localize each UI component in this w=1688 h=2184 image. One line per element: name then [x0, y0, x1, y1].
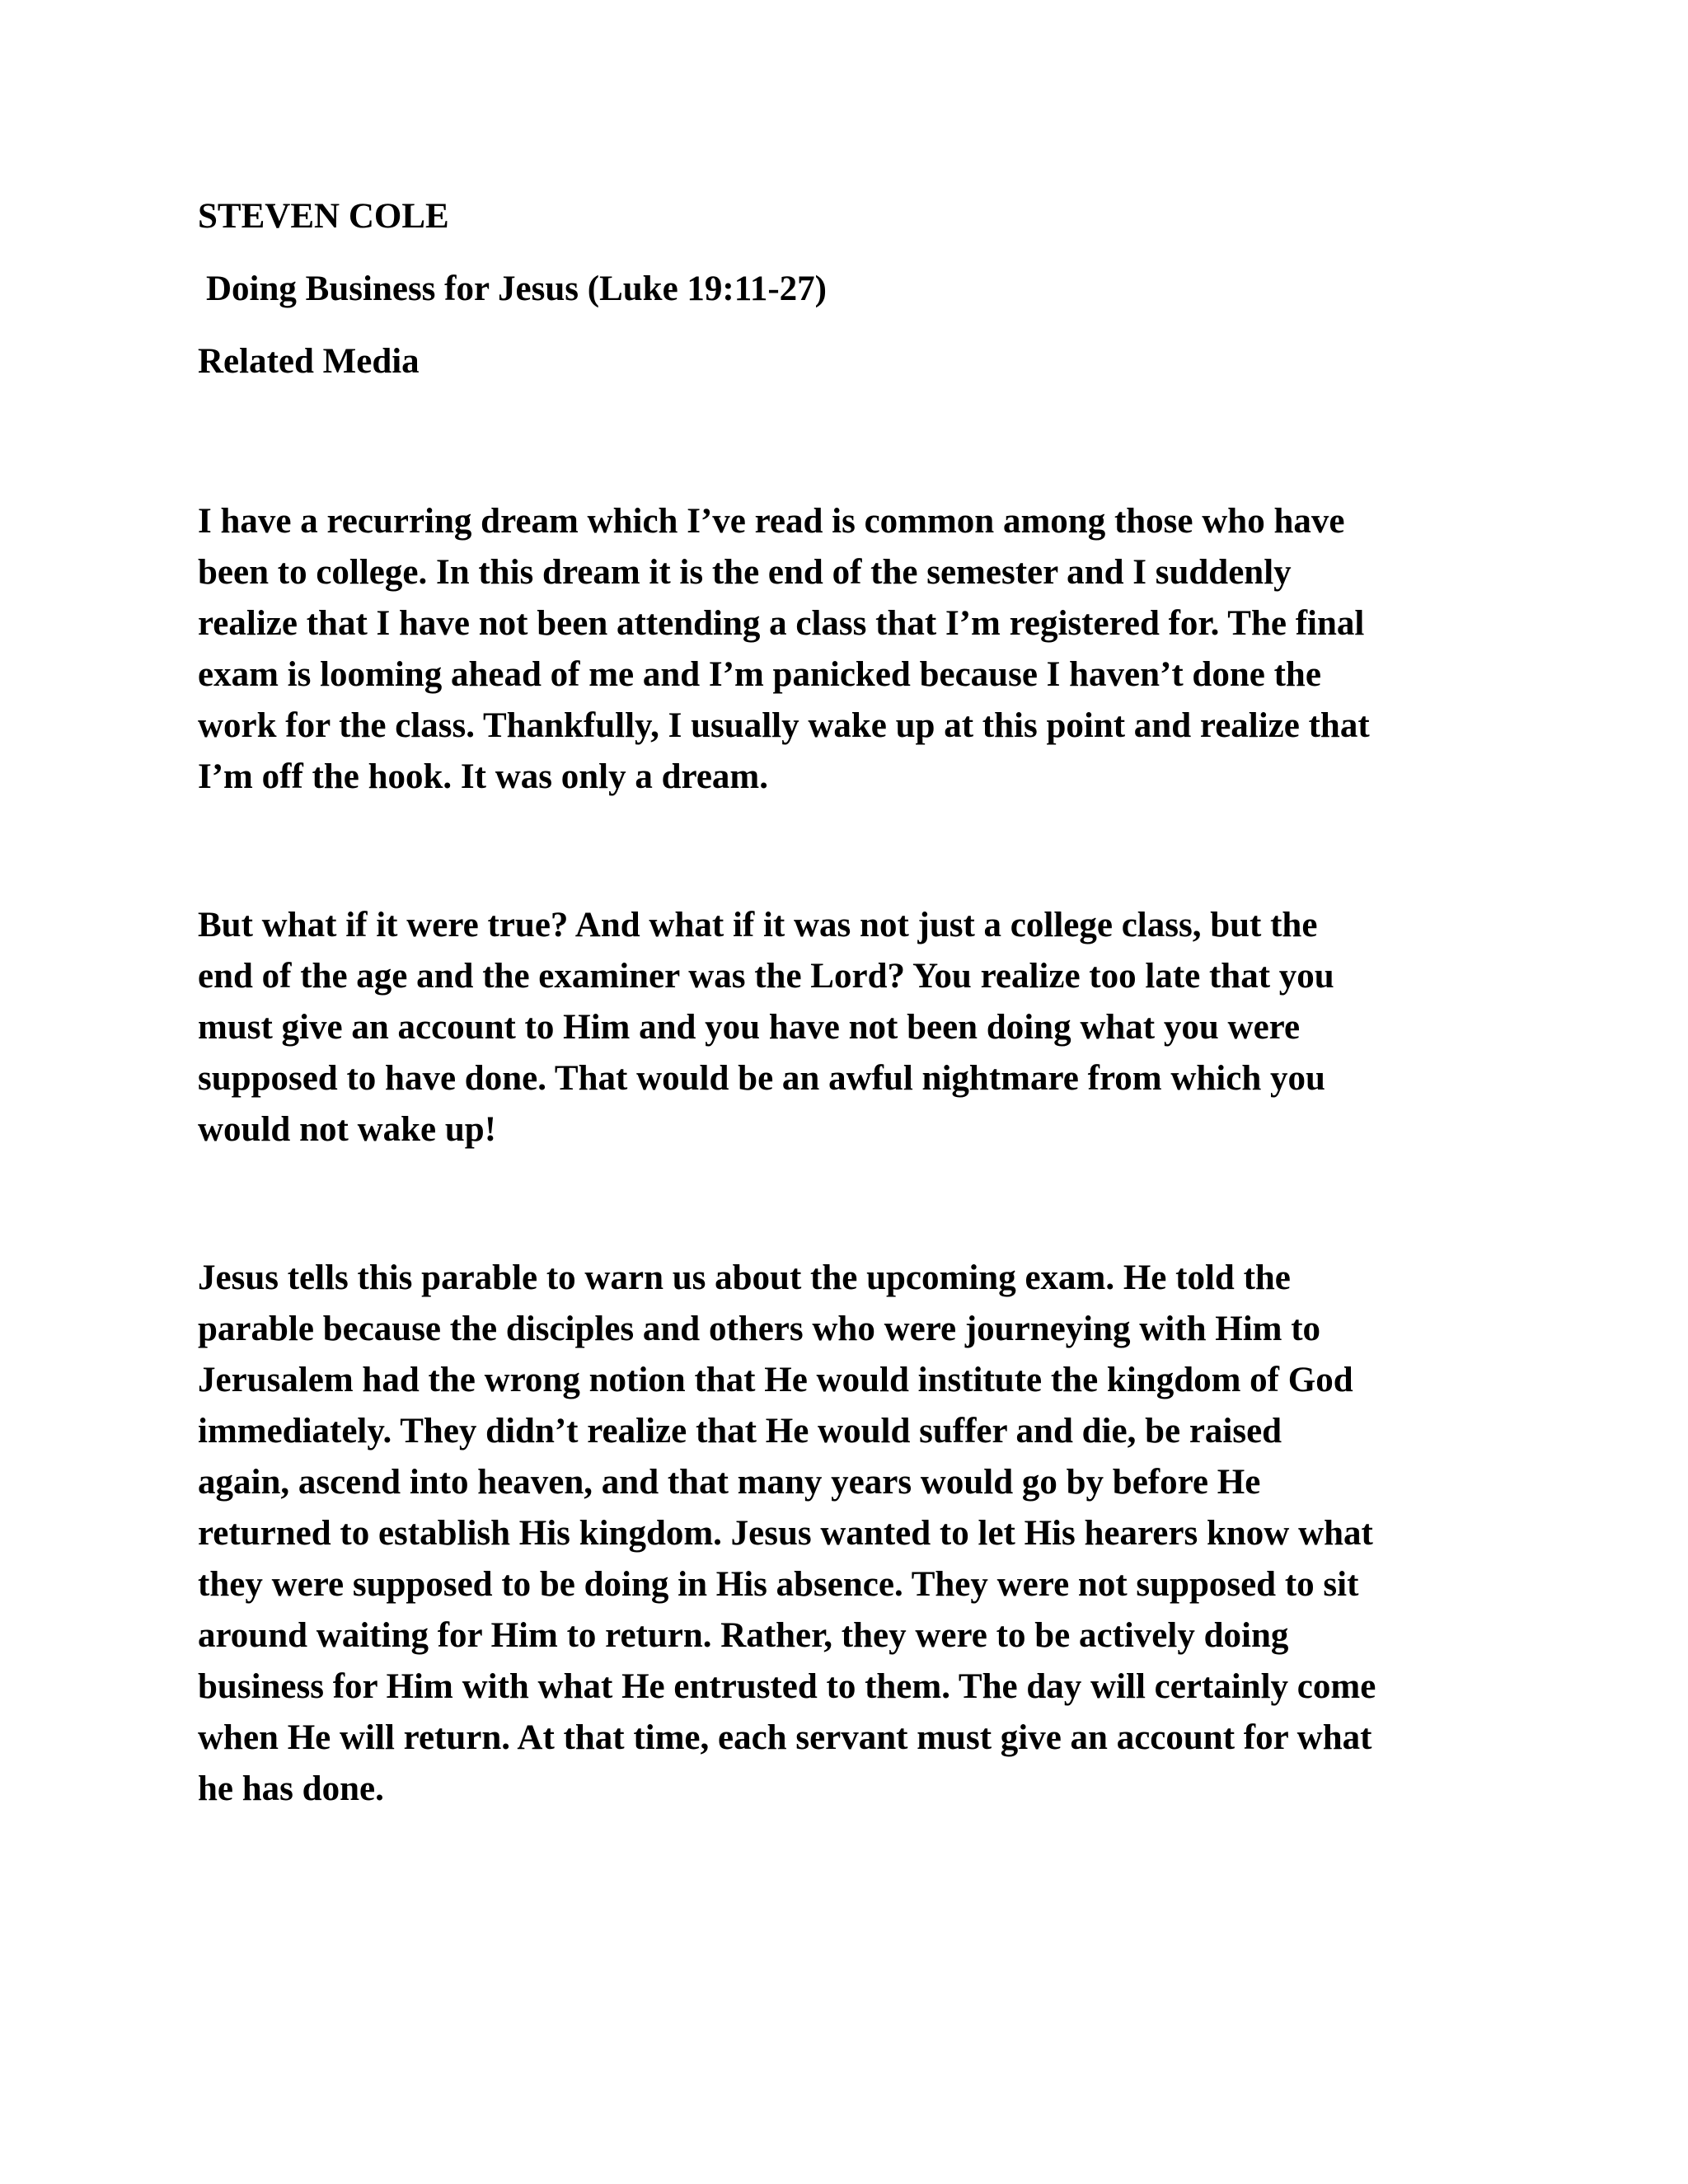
paragraph-line: again, ascend into heaven, and that many years would go by before He	[198, 1463, 1261, 1502]
sermon-title: Doing Business for Jesus (Luke 19:11-27)	[206, 269, 828, 308]
paragraph-line: exam is looming ahead of me and I’m panicked because I haven’t done the	[198, 655, 1321, 694]
author-name: STEVEN COLE	[198, 197, 449, 236]
paragraph-line: business for Him with what He entrusted to them. The day will certainly come	[198, 1667, 1376, 1706]
paragraph-line: But what if it were true? And what if it was not just a college class, but the	[198, 906, 1318, 944]
paragraph-line: he has done.	[198, 1769, 384, 1808]
paragraph-1	[198, 496, 1500, 803]
paragraph-line: I’m off the hook. It was only a dream.	[198, 757, 768, 796]
paragraph-line: I have a recurring dream which I’ve read is common among those who have	[198, 502, 1345, 541]
paragraph-line: end of the age and the examiner was the Lord? You realize too late that you	[198, 957, 1334, 996]
paragraph-line: would not wake up!	[198, 1110, 497, 1149]
paragraph-2	[198, 900, 1500, 1155]
paragraph-line: immediately. They didn’t realize that He would suffer and die, be raised	[198, 1412, 1282, 1451]
paragraph-line: been to college. In this dream it is the end of the semester and I suddenly	[198, 553, 1292, 592]
paragraph-line: Jesus tells this parable to warn us about the upcoming exam. He told the	[198, 1258, 1291, 1297]
document-content	[198, 191, 1500, 1815]
related-media-label: Related Media	[198, 342, 420, 381]
paragraph-line: realize that I have not been attending a class that I’m registered for. The final	[198, 604, 1365, 643]
paragraph-line: parable because the disciples and others who were journeying with Him to	[198, 1310, 1321, 1348]
paragraph-line: work for the class. Thankfully, I usually wake up at this point and realize that	[198, 706, 1370, 745]
paragraph-line: must give an account to Him and you have not been doing what you were	[198, 1008, 1301, 1047]
paragraph-line: supposed to have done. That would be an awful nightmare from which you	[198, 1059, 1325, 1098]
paragraph-line: Jerusalem had the wrong notion that He would institute the kingdom of God	[198, 1361, 1353, 1399]
paragraph-line: they were supposed to be doing in His absence. They were not supposed to sit	[198, 1565, 1359, 1604]
paragraph-line: returned to establish His kingdom. Jesus wanted to let His hearers know what	[198, 1514, 1373, 1553]
paragraph-3	[198, 1253, 1500, 1815]
paragraph-line: when He will return. At that time, each servant must give an account for what	[198, 1718, 1372, 1757]
paragraph-line: around waiting for Him to return. Rather, they were to be actively doing	[198, 1616, 1289, 1655]
